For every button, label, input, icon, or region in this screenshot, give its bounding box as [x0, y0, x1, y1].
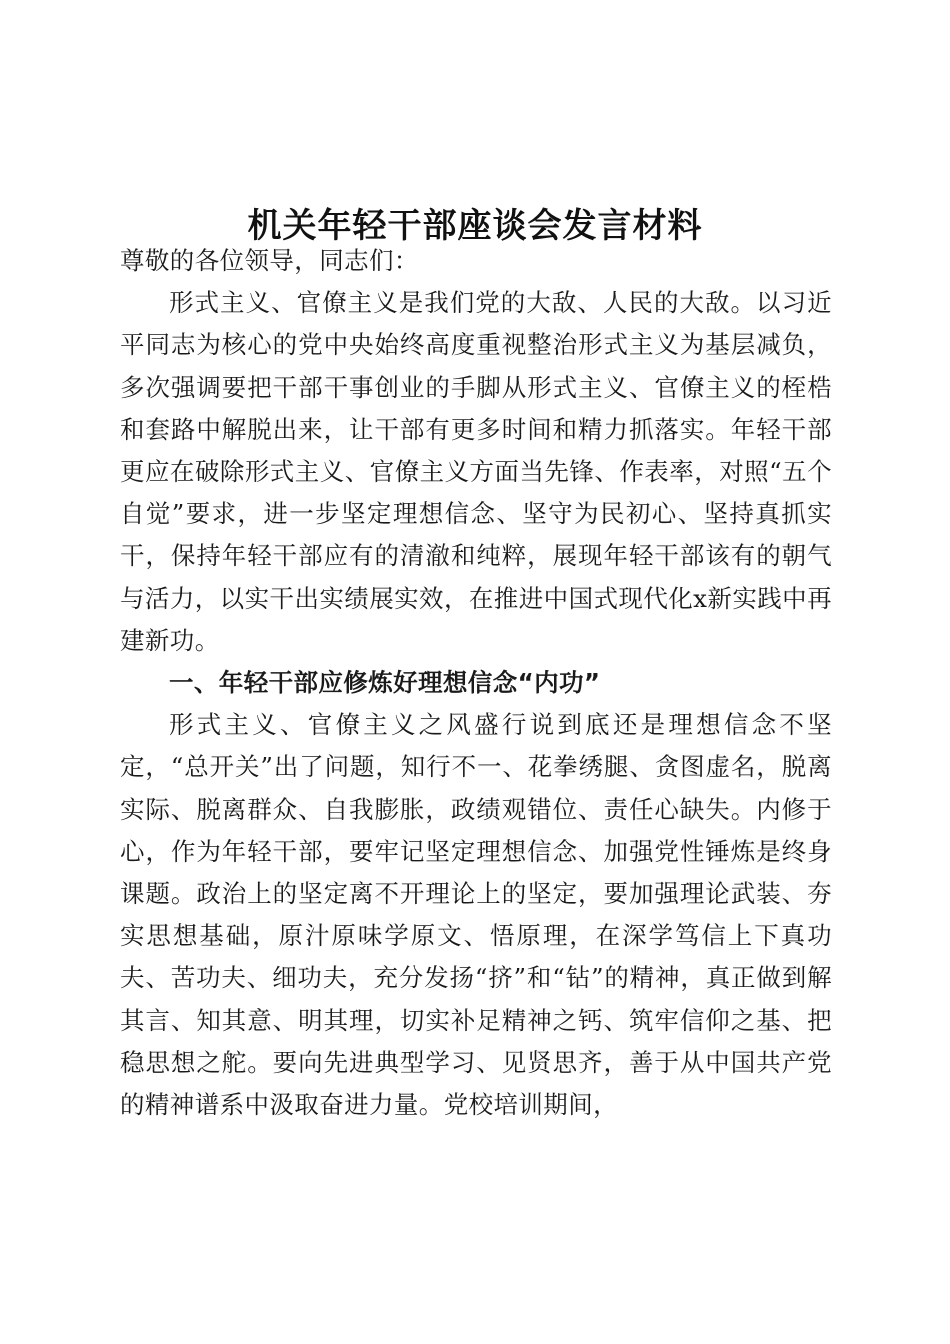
document-title: 机关年轻干部座谈会发言材料 [247, 206, 703, 246]
section-paragraph-1: 形式主义、官僚主义之风盛行说到底还是理想信念不坚定，“总开关”出了问题，知行不一、花拳绣腿、贪图虚名，脱离实际、脱离群众、自我膨胀，政绩观错位、责任心缺失。内修于心，作为年轻干部，要牢记坚定理想信念、加强党性锤炼是终身课题。政治上的坚定离不开理论上的坚定，要加强理论武装、夯实思想基础，原汁原味学原文、悟原理，在深学笃信上下真功夫、苦功夫、细功夫，充分发扬“挤”和“钻”的精神，真正做到解其言、知其意、明其理，切实补足精神之钙、筑牢信仰之基、把稳思想之舵。要向先进典型学习、见贤思齐，善于从中国共产党的精神谱系中汲取奋进力量。党校培训期间， [120, 710, 832, 1120]
document-body [120, 240, 832, 1126]
salutation: 尊敬的各位领导，同志们： [120, 246, 419, 275]
section-heading-1: 一、年轻干部应修炼好理想信念“内功” [169, 668, 601, 698]
intro-paragraph: 形式主义、官僚主义是我们党的大敌、人民的大敌。以习近平同志为核心的党中央始终高度重视整治形式主义为基层减负，多次强调要把干部干事创业的手脚从形式主义、官僚主义的桎梏和套路中解脱出来，让干部有更多时间和精力抓落实。年轻干部更应在破除形式主义、官僚主义方面当先锋、作表率，对照“五个自觉”要求，进一步坚定理想信念、坚守为民初心、坚持真抓实干，保持年轻干部应有的清澈和纯粹，展现年轻干部该有的朝气与活力，以实干出实绩展实效，在推进中国式现代化x新实践中再建新功。 [120, 288, 832, 655]
